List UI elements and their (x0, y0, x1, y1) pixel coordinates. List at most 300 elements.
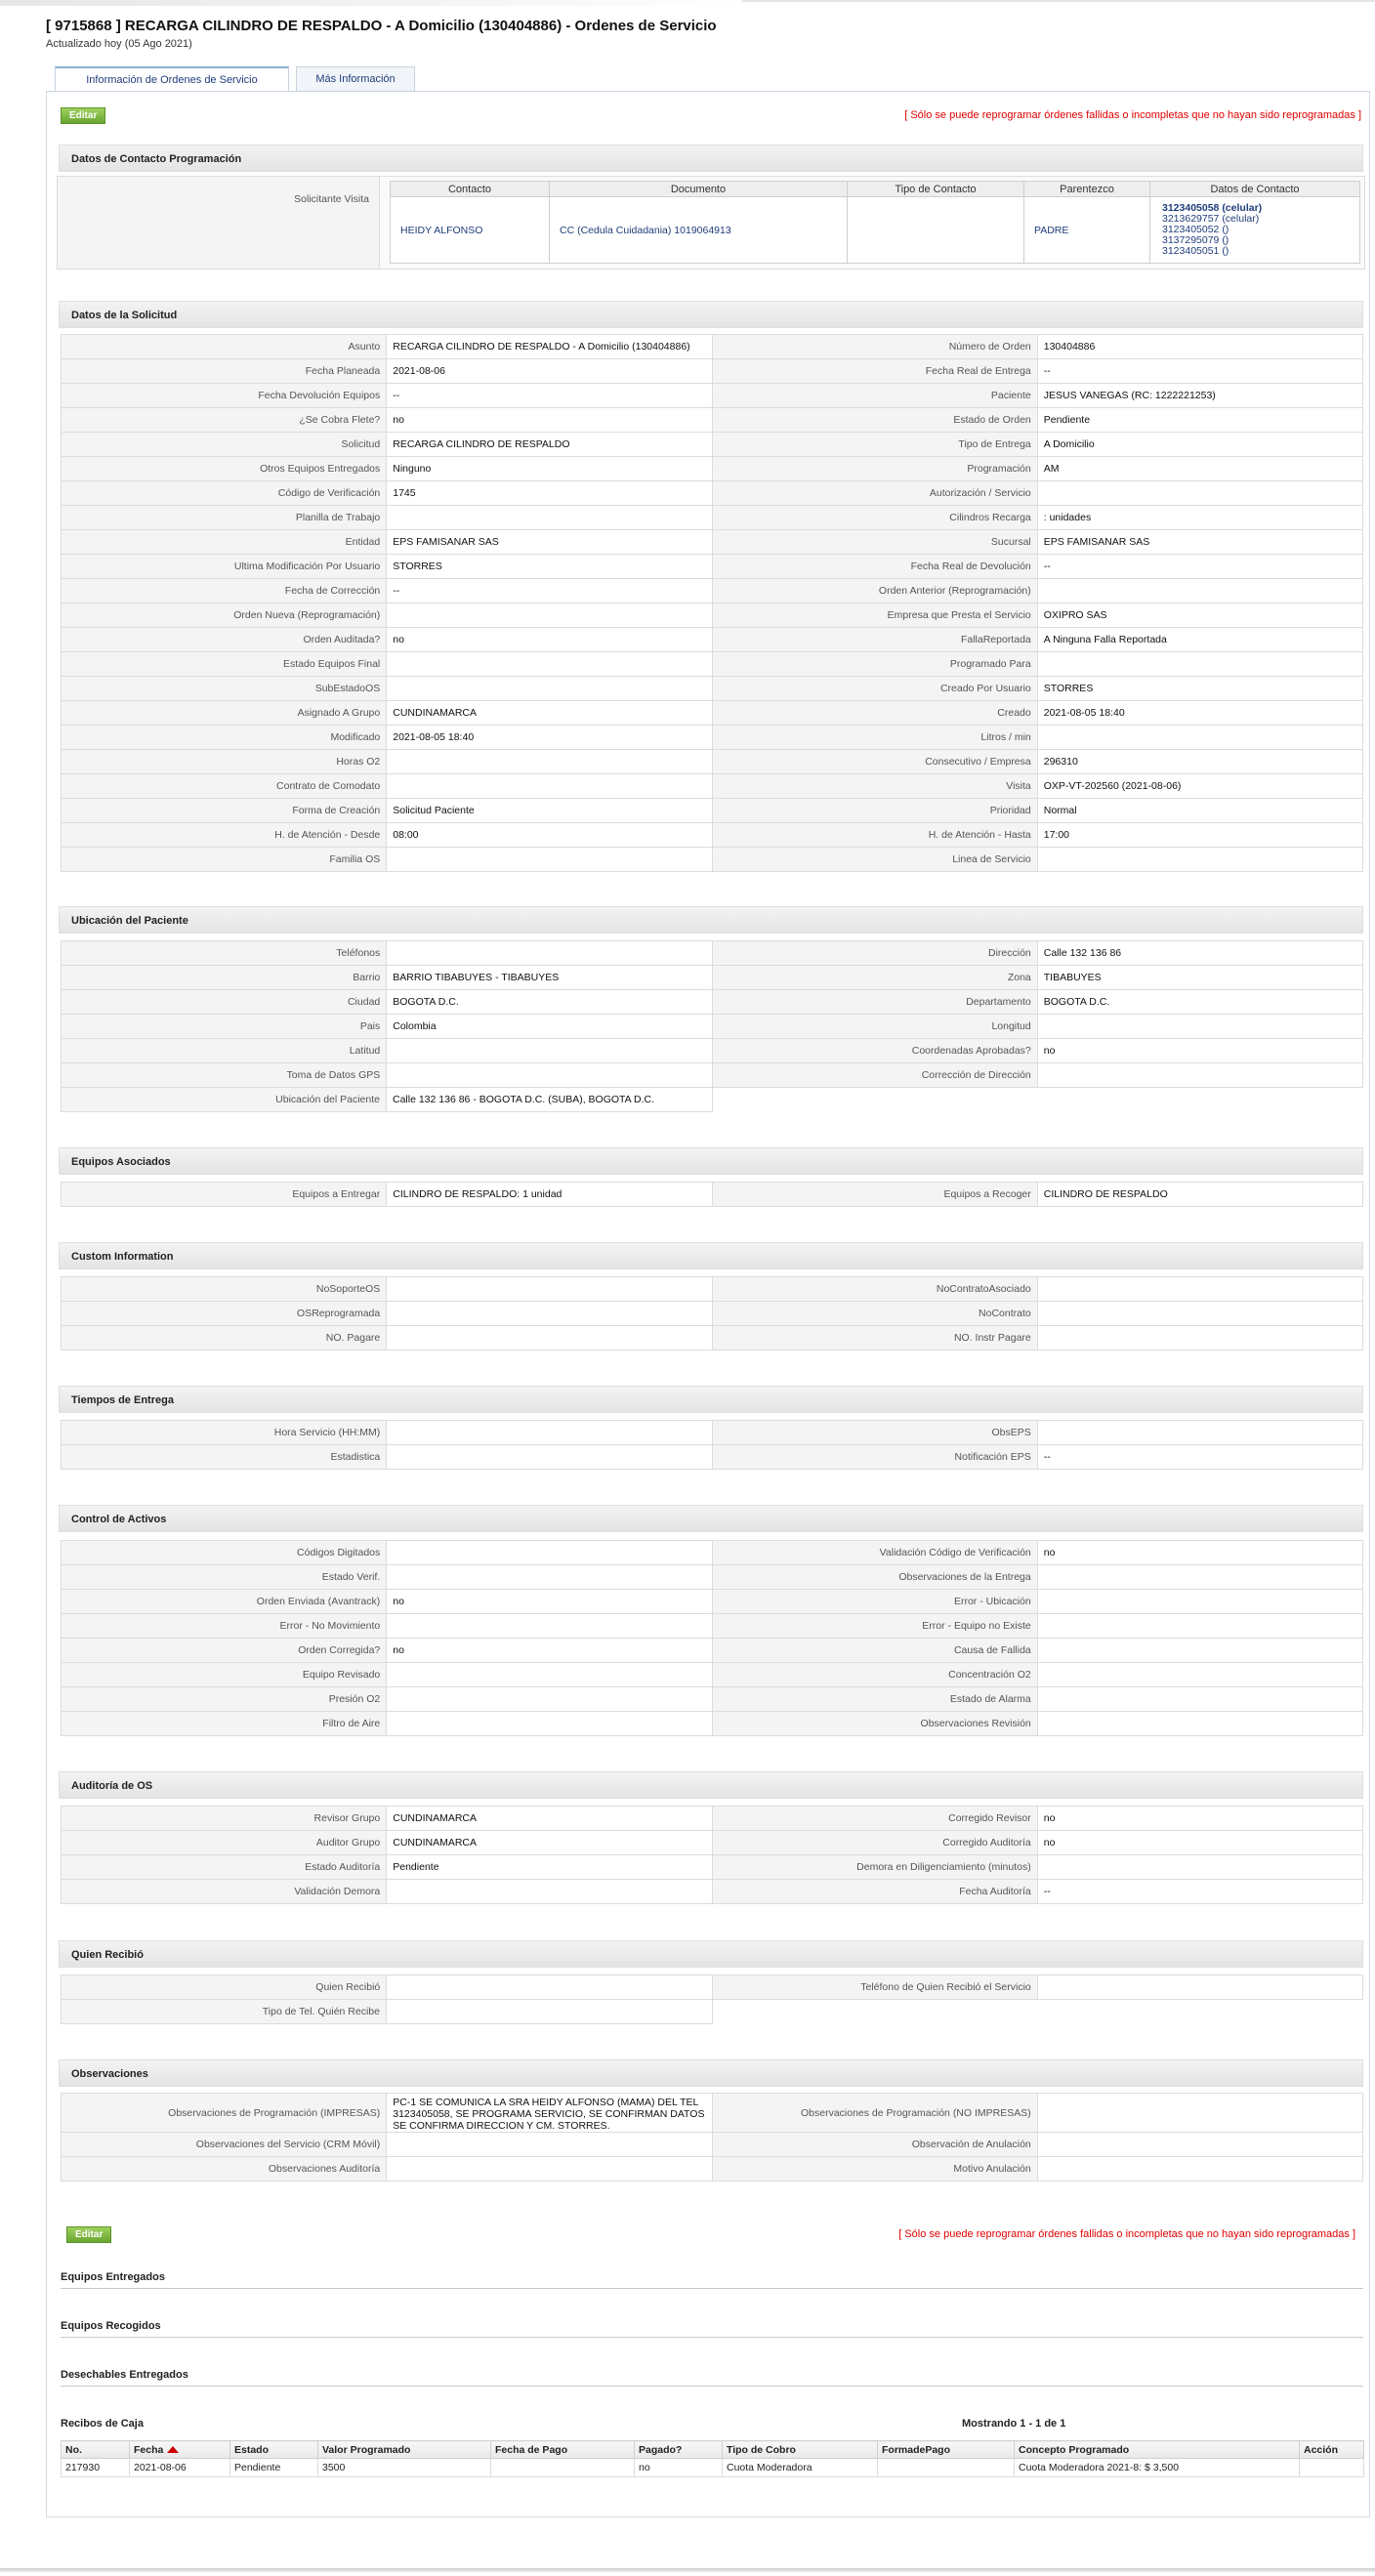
desechables-title: Desechables Entregados (61, 2369, 188, 2381)
contact-phone: 3123405051 () (1162, 245, 1229, 257)
field-label: Error - Equipo no Existe (712, 1614, 1037, 1639)
section-header-observaciones: Observaciones (59, 2059, 1363, 2087)
field-label: Orden Nueva (Reprogramación) (62, 603, 387, 628)
field-value (1037, 1326, 1362, 1350)
contact-col-header: Contacto (391, 182, 550, 197)
field-value: A Ninguna Falla Reportada (1037, 628, 1362, 652)
page-title: [ 9715868 ] RECARGA CILINDRO DE RESPALDO - A Domicilio (130404886) - Ordenes de Servicio (46, 18, 717, 34)
field-label: Observaciones de Programación (NO IMPRESAS) (712, 2094, 1037, 2133)
section-header-equipos: Equipos Asociados (59, 1147, 1363, 1175)
col-header-valor[interactable]: Valor Programado (318, 2441, 491, 2459)
recibos-table (61, 2440, 1364, 2477)
field-row (62, 384, 1363, 408)
field-row (62, 1855, 1363, 1880)
contact-col-header: Documento (550, 182, 848, 197)
field-label: Teléfonos (62, 941, 387, 966)
field-label: Observaciones del Servicio (CRM Móvil) (62, 2133, 387, 2157)
pagination-info: Mostrando 1 - 1 de 1 (962, 2418, 1066, 2430)
field-row (62, 1326, 1363, 1350)
field-value (387, 774, 712, 799)
field-value: Calle 132 136 86 (1037, 941, 1362, 966)
field-label: Autorización / Servicio (712, 481, 1037, 506)
quien-last-grid (61, 1999, 713, 2024)
field-label: Validación Demora (62, 1880, 387, 1904)
field-label: Observaciones de Programación (IMPRESAS) (62, 2094, 387, 2133)
tab-informacion[interactable]: Información de Ordenes de Servicio (55, 66, 289, 92)
field-value: no (1037, 1541, 1362, 1565)
field-row (62, 555, 1363, 579)
field-label: Programado Para (712, 652, 1037, 677)
field-row (62, 750, 1363, 774)
contact-phone: 3123405058 (celular) (1162, 202, 1263, 214)
field-label: Departamento (712, 990, 1037, 1015)
field-label: Latitud (62, 1039, 387, 1063)
field-label: Corregido Revisor (712, 1807, 1037, 1831)
page-subtitle: Actualizado hoy (05 Ago 2021) (46, 38, 192, 50)
field-label: Fecha Devolución Equipos (62, 384, 387, 408)
field-value: JESUS VANEGAS (RC: 1222221253) (1037, 384, 1362, 408)
field-label: NO. Instr Pagare (712, 1326, 1037, 1350)
contact-col-header: Datos de Contacto (1150, 182, 1360, 197)
field-value (1037, 1421, 1362, 1445)
tab-bar (55, 66, 422, 92)
field-value: CUNDINAMARCA (387, 1831, 712, 1855)
equipos-grid (61, 1182, 1363, 1207)
field-row (62, 1975, 1363, 2000)
field-label: Ultima Modificación Por Usuario (62, 555, 387, 579)
field-row (62, 966, 1363, 990)
field-value (1037, 1663, 1362, 1687)
field-value: EPS FAMISANAR SAS (387, 530, 712, 555)
field-label: H. de Atención - Desde (62, 823, 387, 848)
field-label: Coordenadas Aprobadas? (712, 1039, 1037, 1063)
field-label: Estado de Orden (712, 408, 1037, 433)
field-row (62, 823, 1363, 848)
field-value (387, 506, 712, 530)
field-value: OXP-VT-202560 (2021-08-06) (1037, 774, 1362, 799)
field-row (62, 1831, 1363, 1855)
contact-name: HEIDY ALFONSO (391, 197, 550, 264)
field-value: Pendiente (387, 1855, 712, 1880)
field-label: ObsEPS (712, 1421, 1037, 1445)
field-row (62, 677, 1363, 701)
field-label: Observación de Anulación (712, 2133, 1037, 2157)
field-label: Paciente (712, 384, 1037, 408)
field-label: Ciudad (62, 990, 387, 1015)
field-label: Código de Verificación (62, 481, 387, 506)
field-row (62, 1445, 1363, 1470)
field-value (1037, 1975, 1362, 2000)
field-value (1037, 1565, 1362, 1590)
cell-pagado: no (635, 2459, 723, 2477)
field-row (62, 652, 1363, 677)
field-value (387, 1302, 712, 1326)
field-row (62, 1712, 1363, 1736)
field-value: no (1037, 1831, 1362, 1855)
field-label: Orden Anterior (Reprogramación) (712, 579, 1037, 603)
field-value: RECARGA CILINDRO DE RESPALDO (387, 433, 712, 457)
field-label: Presión O2 (62, 1687, 387, 1712)
field-label: Estado Verif. (62, 1565, 387, 1590)
auditoria-grid (61, 1806, 1363, 1904)
recibos-title: Recibos de Caja (61, 2418, 144, 2430)
field-label: Entidad (62, 530, 387, 555)
field-label: Causa de Fallida (712, 1639, 1037, 1663)
field-label: Códigos Digitados (62, 1541, 387, 1565)
field-row (62, 1039, 1363, 1063)
field-value (387, 1421, 712, 1445)
field-value: Colombia (387, 1015, 712, 1039)
field-row (62, 1590, 1363, 1614)
field-row (62, 530, 1363, 555)
reprogram-warning-bottom: [ Sólo se puede reprogramar órdenes fallidas o incompletas que no hayan sido reprogramadas ] (898, 2228, 1355, 2240)
field-row (62, 408, 1363, 433)
contact-phone: 3137295079 () (1162, 234, 1229, 246)
field-value (1037, 1590, 1362, 1614)
field-value: no (387, 628, 712, 652)
field-value (387, 1277, 712, 1302)
field-value: -- (1037, 1880, 1362, 1904)
field-label: Corregido Auditoría (712, 1831, 1037, 1855)
field-value (387, 652, 712, 677)
field-label: Fecha de Corrección (62, 579, 387, 603)
field-row (62, 579, 1363, 603)
field-row (62, 1541, 1363, 1565)
tiempos-grid (61, 1420, 1363, 1470)
field-label: Motivo Anulación (712, 2157, 1037, 2181)
sort-up-icon[interactable] (167, 2446, 179, 2453)
field-value (1037, 1687, 1362, 1712)
field-label: Asunto (62, 335, 387, 359)
field-label: Horas O2 (62, 750, 387, 774)
ubicacion-grid (61, 940, 1363, 1088)
field-label: Error - Ubicación (712, 1590, 1037, 1614)
edit-button-bottom[interactable]: Editar (66, 2226, 111, 2243)
field-row (62, 1277, 1363, 1302)
field-value (1037, 1277, 1362, 1302)
section-header-control: Control de Activos (59, 1505, 1363, 1532)
field-label: Fecha Real de Devolución (712, 555, 1037, 579)
contact-table (390, 181, 1360, 264)
field-value (1037, 2133, 1362, 2157)
divider (61, 2386, 1363, 2387)
field-value (387, 1614, 712, 1639)
field-value: BOGOTA D.C. (387, 990, 712, 1015)
field-label: Programación (712, 457, 1037, 481)
field-value: no (387, 1590, 712, 1614)
field-label: Otros Equipos Entregados (62, 457, 387, 481)
field-label: Estadistica (62, 1445, 387, 1470)
field-label: Creado (712, 701, 1037, 726)
field-value: -- (1037, 359, 1362, 384)
field-value: OXIPRO SAS (1037, 603, 1362, 628)
field-value: Normal (1037, 799, 1362, 823)
field-label: NO. Pagare (62, 1326, 387, 1350)
field-row (62, 799, 1363, 823)
field-value: EPS FAMISANAR SAS (1037, 530, 1362, 555)
col-header-estado[interactable]: Estado (230, 2441, 318, 2459)
field-value (387, 1975, 712, 2000)
field-value: -- (1037, 555, 1362, 579)
field-value (387, 750, 712, 774)
field-label: Sucursal (712, 530, 1037, 555)
section-header-quien: Quien Recibió (59, 1940, 1363, 1968)
divider (61, 2337, 1363, 2338)
cell-valor: 3500 (318, 2459, 491, 2477)
field-label: Quien Recibió (62, 1975, 387, 2000)
field-value: A Domicilio (1037, 433, 1362, 457)
field-label: Fecha Real de Entrega (712, 359, 1037, 384)
field-label: Equipos a Entregar (62, 1183, 387, 1207)
field-value: Ninguno (387, 457, 712, 481)
field-value (1037, 1855, 1362, 1880)
field-label: Planilla de Trabajo (62, 506, 387, 530)
edit-button-top[interactable]: Editar (61, 107, 105, 124)
field-label: NoContrato (712, 1302, 1037, 1326)
top-divider (742, 0, 1375, 2)
custom-grid (61, 1276, 1363, 1350)
field-value (1037, 579, 1362, 603)
field-row (62, 1421, 1363, 1445)
field-value: 296310 (1037, 750, 1362, 774)
field-value: CUNDINAMARCA (387, 701, 712, 726)
field-label: Modificado (62, 726, 387, 750)
field-value (387, 1039, 712, 1063)
field-value (387, 1326, 712, 1350)
field-row (62, 1565, 1363, 1590)
field-label: Teléfono de Quien Recibió el Servicio (712, 1975, 1037, 2000)
field-row (62, 701, 1363, 726)
field-value (1037, 848, 1362, 872)
field-value: CILINDRO DE RESPALDO: 1 unidad (387, 1183, 712, 1207)
field-row (62, 481, 1363, 506)
field-label: Forma de Creación (62, 799, 387, 823)
field-label: Estado Auditoría (62, 1855, 387, 1880)
contact-type (848, 197, 1024, 264)
field-value (387, 2157, 712, 2181)
col-header-pagado[interactable]: Pagado? (635, 2441, 723, 2459)
field-row (62, 1687, 1363, 1712)
col-header-forma-pago[interactable]: FormadePago (878, 2441, 1015, 2459)
field-value: no (387, 1639, 712, 1663)
field-label: NoContratoAsociado (712, 1277, 1037, 1302)
field-row (62, 1015, 1363, 1039)
field-value: CILINDRO DE RESPALDO (1037, 1183, 1362, 1207)
section-header-solicitud: Datos de la Solicitud (59, 301, 1363, 328)
field-row (62, 2133, 1363, 2157)
field-row (62, 1063, 1363, 1088)
field-value (1037, 2094, 1362, 2133)
field-value (387, 1687, 712, 1712)
field-value (387, 1880, 712, 1904)
field-row (62, 990, 1363, 1015)
field-label: ¿Se Cobra Flete? (62, 408, 387, 433)
field-row (62, 726, 1363, 750)
col-header-fecha-pago[interactable]: Fecha de Pago (491, 2441, 635, 2459)
cell-tipo-cobro: Cuota Moderadora (723, 2459, 878, 2477)
field-label: Observaciones Auditoría (62, 2157, 387, 2181)
cell-accion (1300, 2459, 1364, 2477)
control-grid (61, 1540, 1363, 1736)
field-value: 1745 (387, 481, 712, 506)
contact-data (1150, 197, 1360, 264)
contact-document: CC (Cedula Cuidadania) 1019064913 (550, 197, 848, 264)
field-label: Concentración O2 (712, 1663, 1037, 1687)
field-label: Tipo de Tel. Quién Recibe (62, 2000, 387, 2024)
field-label: Orden Corregida? (62, 1639, 387, 1663)
field-label: Barrio (62, 966, 387, 990)
field-value: 2021-08-06 (387, 359, 712, 384)
field-label: Notificación EPS (712, 1445, 1037, 1470)
field-label: Observaciones Revisión (712, 1712, 1037, 1736)
contact-relationship: PADRE (1024, 197, 1150, 264)
section-header-custom: Custom Information (59, 1242, 1363, 1269)
equipos-recogidos-title: Equipos Recogidos (61, 2320, 161, 2332)
field-row (62, 603, 1363, 628)
field-value: no (1037, 1807, 1362, 1831)
equipos-entregados-title: Equipos Entregados (61, 2271, 165, 2283)
field-value (387, 941, 712, 966)
field-label: Orden Auditada? (62, 628, 387, 652)
field-value: 17:00 (1037, 823, 1362, 848)
observaciones-grid-2 (61, 2132, 1363, 2181)
field-value: -- (387, 384, 712, 408)
reprogram-warning-top: [ Sólo se puede reprogramar órdenes fallidas o incompletas que no hayan sido reprogramadas ] (904, 109, 1361, 121)
field-value: BARRIO TIBABUYES - TIBABUYES (387, 966, 712, 990)
field-label: Validación Código de Verificación (712, 1541, 1037, 1565)
field-value (387, 848, 712, 872)
col-header-tipo-cobro[interactable]: Tipo de Cobro (723, 2441, 878, 2459)
top-shadow (0, 0, 762, 6)
section-header-ubicacion: Ubicación del Paciente (59, 906, 1363, 934)
contact-col-header: Tipo de Contacto (848, 182, 1024, 197)
field-row (62, 1302, 1363, 1326)
field-value: -- (1037, 1445, 1362, 1470)
field-value: : unidades (1037, 506, 1362, 530)
field-label: Consecutivo / Empresa (712, 750, 1037, 774)
field-value (1037, 1639, 1362, 1663)
field-value (1037, 1302, 1362, 1326)
field-value: TIBABUYES (1037, 966, 1362, 990)
field-label: Litros / min (712, 726, 1037, 750)
field-value: no (387, 408, 712, 433)
field-row (62, 1614, 1363, 1639)
field-row (62, 433, 1363, 457)
field-label: Fecha Auditoría (712, 1880, 1037, 1904)
field-label: FallaReportada (712, 628, 1037, 652)
field-label: Equipo Revisado (62, 1663, 387, 1687)
field-value: 2021-08-05 18:40 (1037, 701, 1362, 726)
field-value: RECARGA CILINDRO DE RESPALDO - A Domicilio (130404886) (387, 335, 712, 359)
field-value (1037, 1063, 1362, 1088)
quien-grid (61, 1974, 1363, 2000)
field-value (387, 1712, 712, 1736)
col-header-fecha[interactable] (130, 2441, 230, 2459)
field-row (62, 335, 1363, 359)
field-label: Revisor Grupo (62, 1807, 387, 1831)
cell-fecha: 2021-08-06 (130, 2459, 230, 2477)
field-value: -- (387, 579, 712, 603)
col-header-no[interactable]: No. (62, 2441, 130, 2459)
field-row (62, 1639, 1363, 1663)
bottom-border (0, 2568, 1375, 2572)
field-label: Hora Servicio (HH:MM) (62, 1421, 387, 1445)
field-value (387, 2000, 713, 2024)
field-row (62, 628, 1363, 652)
field-value (1037, 652, 1362, 677)
field-label: Observaciones de la Entrega (712, 1565, 1037, 1590)
field-value: BOGOTA D.C. (1037, 990, 1362, 1015)
contact-panel (57, 176, 1365, 270)
field-value (387, 1565, 712, 1590)
field-label: Prioridad (712, 799, 1037, 823)
field-value: 130404886 (1037, 335, 1362, 359)
field-value (387, 1541, 712, 1565)
field-label: Corrección de Dirección (712, 1063, 1037, 1088)
field-label: SubEstadoOS (62, 677, 387, 701)
field-row (62, 359, 1363, 384)
ubicacion-last-grid (61, 1087, 713, 1112)
field-value: no (1037, 1039, 1362, 1063)
field-label: Número de Orden (712, 335, 1037, 359)
field-row (62, 457, 1363, 481)
field-row (62, 1807, 1363, 1831)
field-value: 2021-08-05 18:40 (387, 726, 712, 750)
field-value: STORRES (387, 555, 712, 579)
field-label: Contrato de Comodato (62, 774, 387, 799)
field-label: Dirección (712, 941, 1037, 966)
field-label: H. de Atención - Hasta (712, 823, 1037, 848)
field-label: Filtro de Aire (62, 1712, 387, 1736)
cell-fecha-pago (491, 2459, 635, 2477)
field-value (387, 1663, 712, 1687)
field-value (387, 2133, 712, 2157)
field-row (62, 941, 1363, 966)
field-label: Fecha Planeada (62, 359, 387, 384)
field-row (62, 1183, 1363, 1207)
section-header-contacto: Datos de Contacto Programación (59, 145, 1363, 172)
field-value (387, 1445, 712, 1470)
field-label: Orden Enviada (Avantrack) (62, 1590, 387, 1614)
field-row (62, 1663, 1363, 1687)
field-label: Familia OS (62, 848, 387, 872)
field-label: Equipos a Recoger (712, 1183, 1037, 1207)
field-label: Demora en Diligenciamiento (minutos) (712, 1855, 1037, 1880)
cell-concepto: Cuota Moderadora 2021-8: $ 3,500 (1015, 2459, 1300, 2477)
col-header-concepto[interactable]: Concepto Programado (1015, 2441, 1300, 2459)
field-row (62, 1880, 1363, 1904)
col-header-fecha-label[interactable]: Fecha (134, 2443, 164, 2456)
contact-phone: 3123405052 () (1162, 224, 1229, 235)
field-row (62, 848, 1363, 872)
field-label: Pais (62, 1015, 387, 1039)
tab-mas-informacion[interactable]: Más Información (296, 66, 415, 92)
solicitud-grid (61, 334, 1363, 872)
field-value: CUNDINAMARCA (387, 1807, 712, 1831)
contact-phone: 3213629757 (celular) (1162, 213, 1260, 225)
field-label: Estado de Alarma (712, 1687, 1037, 1712)
field-label: Auditor Grupo (62, 1831, 387, 1855)
field-label: Zona (712, 966, 1037, 990)
field-value (1037, 1614, 1362, 1639)
contact-col-header: Parentezco (1024, 182, 1150, 197)
field-value: Solicitud Paciente (387, 799, 712, 823)
field-value (387, 1063, 712, 1088)
field-value: 08:00 (387, 823, 712, 848)
field-label: NoSoporteOS (62, 1277, 387, 1302)
col-header-accion: Acción (1300, 2441, 1364, 2459)
field-label: Linea de Servicio (712, 848, 1037, 872)
